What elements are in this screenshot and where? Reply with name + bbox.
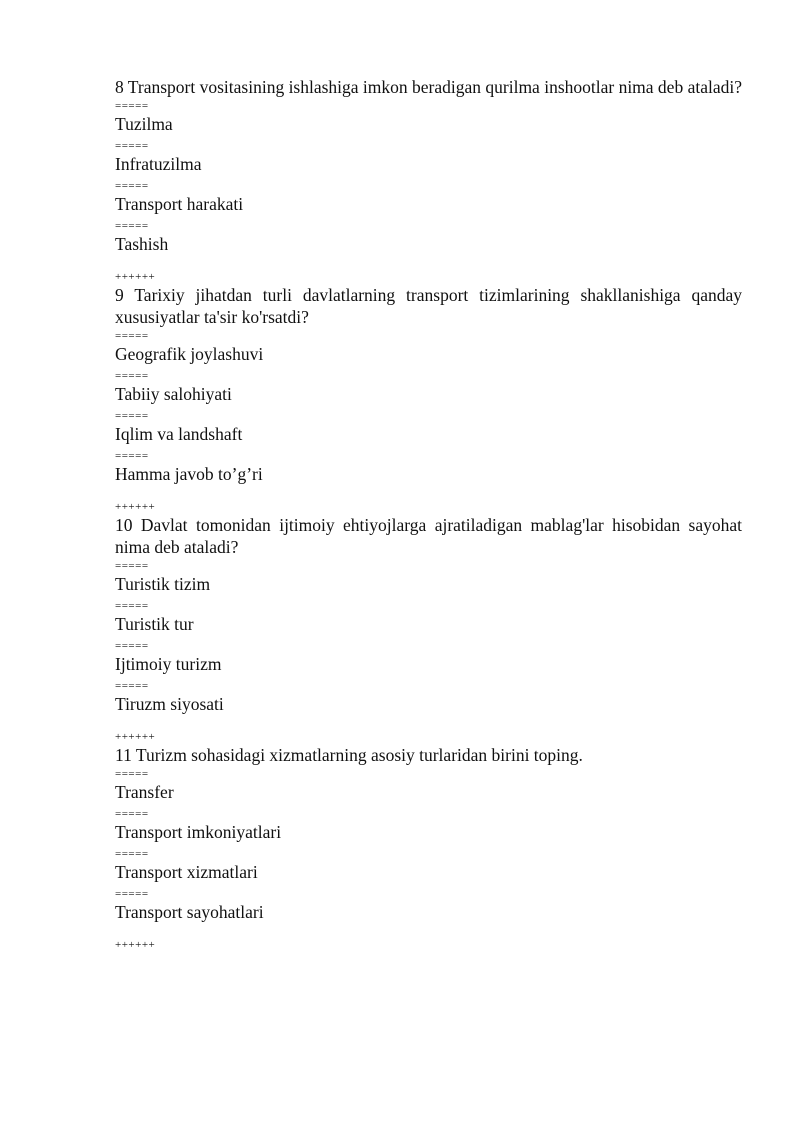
separator: ===== bbox=[115, 140, 149, 152]
end-marker: ++++++ bbox=[115, 731, 156, 743]
answer-option: Turistik tizim bbox=[115, 574, 211, 594]
answer-option: Tashish bbox=[115, 234, 169, 254]
document-page bbox=[115, 76, 742, 952]
question-block bbox=[115, 744, 742, 952]
separator: ===== bbox=[115, 888, 149, 900]
answer-option: Transfer bbox=[115, 782, 174, 802]
answer-option: Transport xizmatlari bbox=[115, 862, 258, 882]
question-block bbox=[115, 284, 742, 514]
question-text: 8 Transport vositasining ishlashiga imkon beradigan qurilma inshootlar nima deb ataladi? bbox=[115, 77, 742, 97]
answer-option: Tiruzm siyosati bbox=[115, 694, 224, 714]
question-text: 10 Davlat tomonidan ijtimoiy ehtiyojlarga ajratiladigan mablag'lar hisobidan sayohat nima deb ataladi? bbox=[115, 515, 742, 557]
answer-option: Iqlim va landshaft bbox=[115, 424, 243, 444]
answer-option: Transport imkoniyatlari bbox=[115, 822, 282, 842]
answer-option: Geografik joylashuvi bbox=[115, 344, 264, 364]
answer-option: Tuzilma bbox=[115, 114, 173, 134]
answer-option: Turistik tur bbox=[115, 614, 194, 634]
separator: ===== bbox=[115, 808, 149, 820]
separator: ===== bbox=[115, 560, 149, 572]
separator: ===== bbox=[115, 640, 149, 652]
separator: ===== bbox=[115, 370, 149, 382]
answer-option: Infratuzilma bbox=[115, 154, 202, 174]
separator: ===== bbox=[115, 768, 149, 780]
answer-option: Tabiiy salohiyati bbox=[115, 384, 232, 404]
separator: ===== bbox=[115, 220, 149, 232]
separator: ===== bbox=[115, 680, 149, 692]
separator: ===== bbox=[115, 180, 149, 192]
answer-option: Transport sayohatlari bbox=[115, 902, 264, 922]
answer-option: Hamma javob to’g’ri bbox=[115, 464, 263, 484]
separator: ===== bbox=[115, 450, 149, 462]
answer-option: Transport harakati bbox=[115, 194, 244, 214]
question-text: 11 Turizm sohasidagi xizmatlarning asosiy turlaridan birini toping. bbox=[115, 745, 583, 765]
end-marker: ++++++ bbox=[115, 939, 156, 951]
separator: ===== bbox=[115, 848, 149, 860]
separator: ===== bbox=[115, 330, 149, 342]
separator: ===== bbox=[115, 600, 149, 612]
separator: ===== bbox=[115, 100, 149, 112]
question-text: 9 Tarixiy jihatdan turli davlatlarning transport tizimlarining shakllanishiga qanday xususiyatlar ta'sir ko'rsatdi? bbox=[115, 285, 742, 327]
question-block bbox=[115, 76, 742, 284]
answer-option: Ijtimoiy turizm bbox=[115, 654, 222, 674]
separator: ===== bbox=[115, 410, 149, 422]
end-marker: ++++++ bbox=[115, 271, 156, 283]
question-block bbox=[115, 514, 742, 744]
end-marker: ++++++ bbox=[115, 501, 156, 513]
